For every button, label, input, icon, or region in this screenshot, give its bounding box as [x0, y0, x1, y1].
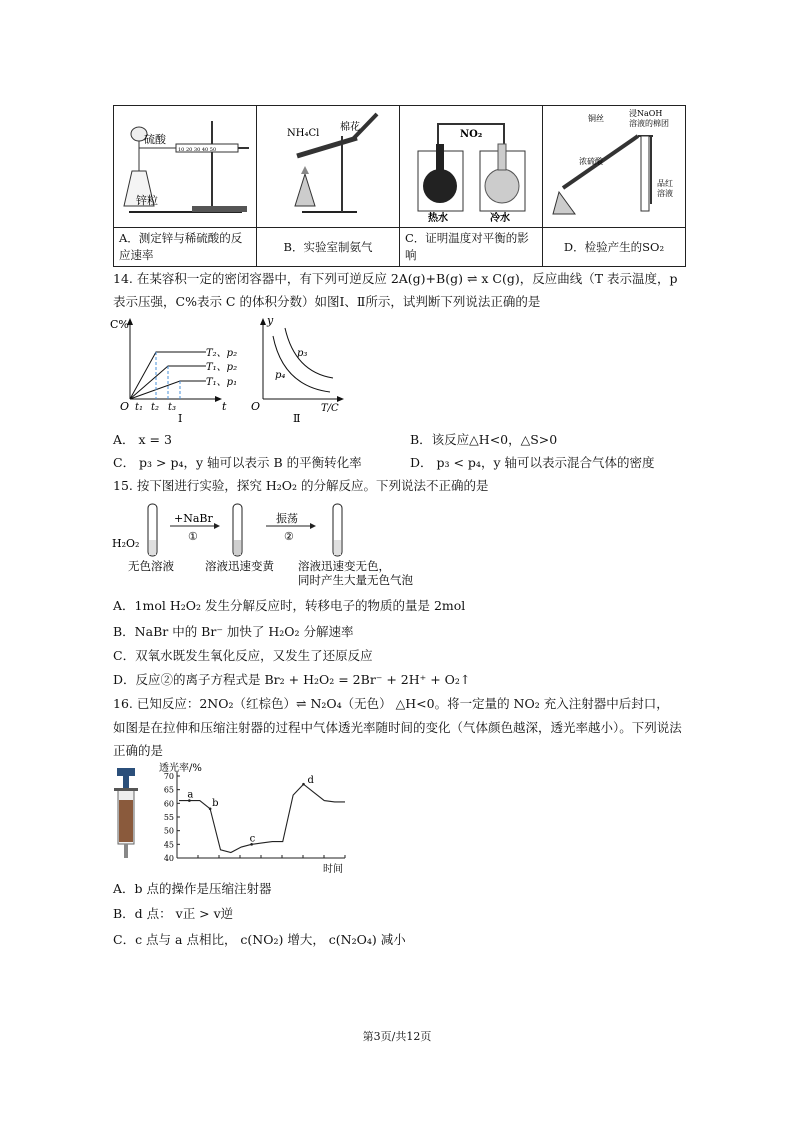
q15-figure: [110, 500, 430, 588]
fig1-origin: O: [120, 400, 130, 413]
fig2-caption: Ⅱ: [293, 412, 301, 424]
caption-d: D．检验产生的SO₂: [543, 228, 686, 267]
fig2-ylabel: y: [267, 314, 274, 327]
q15-desc1: 无色溶液: [128, 559, 174, 573]
svg-text:10 20 30 40 50: 10 20 30 40 50: [178, 147, 217, 153]
fig1-curve-2: T₁、p₂: [206, 362, 238, 373]
label-naoh: 浸NaOH: [629, 109, 663, 118]
label-cotton-ball: 溶液的棉团: [629, 119, 669, 128]
apparatus-a-cell: [114, 106, 257, 228]
fig2-curve-p4: p₄: [275, 370, 286, 381]
chart-point-label-b: b: [212, 797, 219, 809]
fig1-tick-t1: t₁: [135, 402, 144, 413]
q15-stem: 15. 按下图进行实验，探究 H₂O₂ 的分解反应。下列说法不正确的是: [113, 478, 489, 493]
chart-series-line: [179, 784, 345, 852]
q16-option-c: C．c 点与 a 点相比， c(NO₂) 增大， c(N₂O₄) 减小: [113, 932, 406, 947]
chart-point-label-d: d: [307, 775, 314, 787]
label-hot-water: 热水: [428, 213, 448, 224]
q15-desc3b: 同时产生大量无色气泡: [298, 573, 413, 587]
q15-desc2: 溶液迅速变黄: [205, 559, 274, 573]
label-no2: NO₂: [460, 129, 483, 140]
label-solution: 溶液: [657, 189, 673, 198]
q14-stem-line1: 14. 在某容积一定的密闭容器中，有下列可逆反应 2A(g)+B(g) ⇌ x C(g)，反应曲线（T 表示温度，p: [113, 271, 678, 286]
chart-point-d: [302, 783, 305, 786]
chart-ylabel: 透光率/%: [159, 763, 202, 774]
page-footer: 第3页/共12页: [362, 1030, 432, 1043]
q15-step2: 振荡: [276, 512, 298, 525]
fig1-tick-t2: t₂: [151, 402, 160, 413]
q15-reagent: H₂O₂: [112, 537, 140, 550]
q14-option-c: C． p₃ > p₄，y 轴可以表示 B 的平衡转化率: [113, 455, 362, 470]
apparatus-table: [113, 105, 686, 267]
q15-option-b: B．NaBr 中的 Br⁻ 加快了 H₂O₂ 分解速率: [113, 624, 354, 639]
label-zinc: 锌粒: [136, 194, 158, 207]
chart-y-tick-label: 60: [163, 799, 174, 809]
q14-stem-line2: 表示压强，C%表示 C 的体积分数）如图Ⅰ、Ⅱ所示，试判断下列说法正确的是: [113, 294, 541, 309]
transmittance-chart: [155, 760, 355, 875]
q16-stem-line1: 16. 已知反应：2NO₂（红棕色）⇌ N₂O₄（无色） △H<0。将一定量的 NO₂ 充入注射器中后封口，: [113, 696, 669, 711]
apparatus-d-cell: [543, 106, 686, 228]
q15-step2-num: ②: [284, 530, 294, 543]
q15-step1: +NaBr: [174, 512, 213, 525]
fig1-ylabel: C%: [110, 318, 129, 331]
q14-option-b: B．该反应△H<0，△S>0: [410, 432, 558, 447]
apparatus-b-cell: [257, 106, 400, 228]
label-magenta: 品红: [657, 179, 673, 188]
fig2-xlabel: T/C: [321, 403, 339, 414]
label-copper-wire: 铜丝: [588, 114, 604, 123]
caption-a: A．测定锌与稀硫酸的反应速率: [114, 228, 257, 267]
label-nh4cl: NH₄Cl: [287, 128, 320, 139]
apparatus-b-drawing: [257, 106, 399, 224]
fig1-tick-t3: t₃: [168, 402, 177, 413]
fig1-curve-3: T₁、p₁: [206, 377, 238, 388]
label-sulfuric-acid: 硫酸: [144, 133, 166, 146]
q14-option-a: A． x = 3: [113, 432, 172, 447]
chart-y-tick-label: 55: [163, 813, 174, 822]
q16-option-a: A．b 点的操作是压缩注射器: [113, 881, 272, 896]
fig2-origin: O: [251, 400, 261, 413]
fig1-curve-1: T₂、p₂: [206, 348, 238, 359]
chart-y-tick-label: 40: [163, 854, 174, 863]
chart-point-b: [209, 808, 212, 811]
q15-option-d: D．反应②的离子方程式是 Br₂ + H₂O₂ = 2Br⁻ + 2H⁺ + O₂↑: [113, 672, 471, 687]
fig2-curve-p3: p₃: [297, 348, 308, 359]
chart-y-tick-label: 65: [163, 785, 174, 795]
q15-step1-num: ①: [188, 530, 198, 543]
chart-y-tick-label: 70: [163, 772, 174, 781]
apparatus-d-drawing: [543, 106, 685, 224]
apparatus-a-drawing: [114, 106, 256, 224]
q15-desc3a: 溶液迅速变无色，: [298, 559, 390, 573]
apparatus-c-drawing: [400, 106, 542, 224]
q16-stem-line3: 正确的是: [113, 743, 164, 758]
label-conc-sulfuric: 浓硫酸: [579, 157, 603, 166]
fig1-caption: Ⅰ: [178, 412, 183, 424]
chart-point-label-c: c: [249, 833, 256, 845]
q15-option-c: C．双氧水既发生氧化反应，又发生了还原反应: [113, 648, 373, 663]
chart-xlabel: 时间: [323, 864, 343, 875]
apparatus-c-cell: [400, 106, 543, 228]
caption-c: C．证明温度对平衡的影响: [400, 228, 543, 267]
chart-point-label-a: a: [187, 789, 194, 801]
label-cold-water: 冷水: [490, 213, 510, 224]
q14-figure-2: [245, 314, 355, 424]
q15-option-a: A．1mol H₂O₂ 发生分解反应时，转移电子的物质的量是 2mol: [113, 598, 466, 613]
fig1-xlabel: t: [222, 400, 227, 413]
q16-option-b: B．d 点： v正 > v逆: [113, 906, 234, 921]
caption-b: B．实验室制氨气: [257, 228, 400, 267]
chart-y-tick-label: 45: [163, 840, 174, 850]
label-cotton: 棉花: [340, 122, 360, 133]
q14-figure-1: [108, 314, 238, 424]
q16-stem-line2: 如图是在拉伸和压缩注射器的过程中气体透光率随时间的变化（气体颜色越深，透光率越小）。下列说法: [113, 720, 682, 735]
q14-option-d: D． p₃ < p₄，y 轴可以表示混合气体的密度: [410, 455, 655, 470]
chart-y-tick-label: 50: [163, 826, 174, 836]
